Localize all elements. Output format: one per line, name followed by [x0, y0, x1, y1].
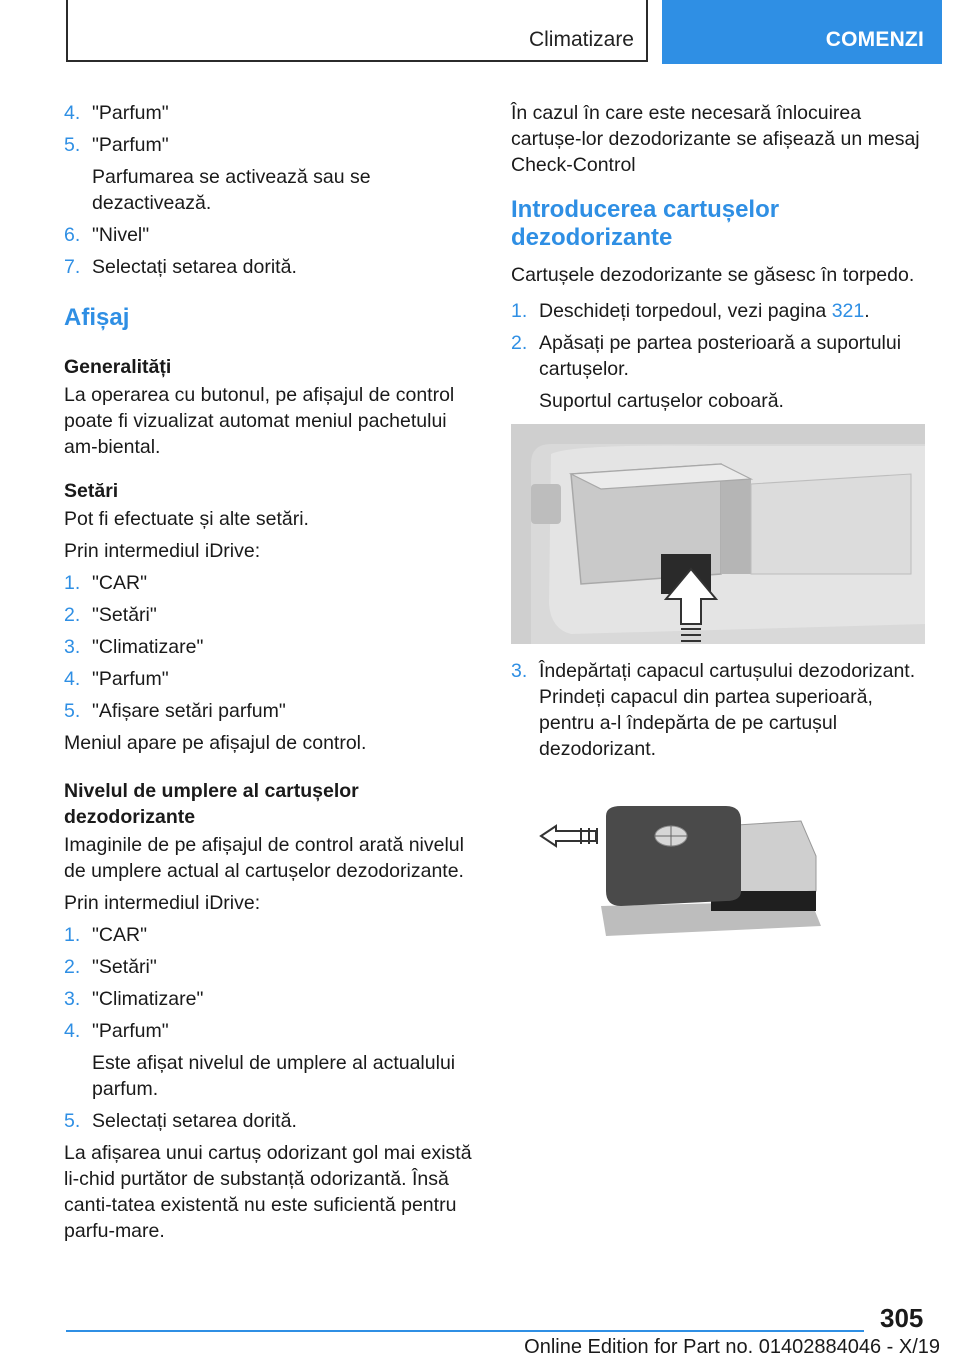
paragraph-idrive: Prin intermediul iDrive:: [64, 540, 261, 562]
list-text: "Climatizare": [92, 636, 204, 658]
footer-divider: [66, 1330, 864, 1332]
list-number: 4.: [64, 668, 81, 690]
list-text: "Parfum": [92, 668, 169, 690]
list-number: 2.: [64, 604, 81, 626]
list-number: 2.: [511, 332, 528, 354]
list-subtext: Parfumarea se activează sau se dezactivează.: [92, 166, 371, 214]
list-text-suffix: .: [864, 300, 870, 322]
footer-edition: Online Edition for Part no. 01402884046 - X/19: [524, 1336, 940, 1358]
list-number: 4.: [64, 102, 81, 124]
list-text: "Nivel": [92, 224, 150, 246]
heading-nivel: Nivelul de umplere al cartușelor dezodorizante: [64, 780, 359, 828]
paragraph-torpedo: Cartușele dezodorizante se găsesc în torpedo.: [511, 264, 915, 286]
list-text: "Setări": [92, 956, 157, 978]
list-number: 5.: [64, 134, 81, 156]
list-text: "Parfum": [92, 102, 169, 124]
list-number: 6.: [64, 224, 81, 246]
list-subtext: Este afișat nivelul de umplere al actualului parfum.: [92, 1052, 456, 1100]
heading-introducerea: Introducerea cartușelor dezodorizante: [511, 196, 780, 251]
cartridge-cover-image: [511, 796, 925, 966]
list-text: "Parfum": [92, 1020, 169, 1042]
list-number: 5.: [64, 1110, 81, 1132]
list-text: "Parfum": [92, 134, 169, 156]
glovebox-cartridge-holder-image: [511, 424, 925, 644]
page-number: 305: [880, 1303, 924, 1333]
list-item: [64, 254, 478, 280]
list-number: 3.: [511, 660, 528, 682]
right-column: [511, 100, 929, 966]
list-subtext: Suportul cartușelor coboară.: [539, 390, 784, 412]
list-number: 1.: [511, 300, 528, 322]
list-item: [511, 330, 929, 382]
list-item: [64, 922, 478, 948]
paragraph-intro: În cazul în care este necesară înlocuirea cartușe-lor dezodorizante se afișează un mesaj Check-Control: [511, 102, 920, 176]
list-text: "Climatizare": [92, 988, 204, 1010]
paragraph-generalitati: La operarea cu butonul, pe afișajul de control poate fi vizualizat automat meniul pachetului am-biental.: [64, 384, 455, 458]
list-text: "CAR": [92, 572, 148, 594]
left-column: [64, 100, 478, 1250]
list-number: 4.: [64, 1020, 81, 1042]
list-text: "Afișare setări parfum": [92, 700, 286, 722]
list-item: [64, 1108, 478, 1134]
header-section-title: Climatizare: [528, 28, 634, 51]
list-text: Selectați setarea dorită.: [92, 256, 297, 278]
list-text: "Setări": [92, 604, 157, 626]
paragraph-idrive: Prin intermediul iDrive:: [64, 892, 261, 914]
list-text: "CAR": [92, 924, 148, 946]
paragraph-final: La afișarea unui cartuș odorizant gol mai există li-chid purtător de substanță odorizantă. Însă canti-tatea existentă nu este suficientă pentru parfu-mare.: [64, 1142, 472, 1242]
paragraph-setari: Pot fi efectuate și alte setări.: [64, 508, 309, 530]
list-number: 5.: [64, 700, 81, 722]
page-link[interactable]: 321: [831, 300, 865, 322]
list-number: 3.: [64, 636, 81, 658]
list-item: [64, 222, 478, 248]
list-item: [64, 954, 478, 980]
header-chapter-title: COMENZI: [825, 28, 924, 51]
list-item: [64, 666, 478, 692]
header-section-box: [66, 0, 648, 62]
list-item: [64, 570, 478, 596]
list-text: Îndepărtați capacul cartușului dezodorizant. Prindeți capacul din partea superioară, pentru a-l îndepărta de pe cartușul dezodorizant.: [539, 660, 916, 760]
list-number: 1.: [64, 572, 81, 594]
list-item: [64, 986, 478, 1012]
list-text: Apăsați pe partea posterioară a suportului cartușelor.: [539, 332, 902, 380]
paragraph-nivel: Imaginile de pe afișajul de control arată nivelul de umplere actual al cartușelor dezodorizante.: [64, 834, 464, 882]
heading-setari: Setări: [64, 480, 119, 502]
list-item: [64, 634, 478, 660]
list-item: [511, 298, 929, 324]
paragraph-meniu: Meniul apare pe afișajul de control.: [64, 732, 367, 754]
list-item: [64, 1018, 478, 1044]
header-chapter-tab[interactable]: [662, 0, 942, 64]
heading-afisaj: Afișaj: [64, 304, 130, 331]
list-item: [511, 658, 929, 762]
list-item: [64, 132, 478, 158]
list-number: 7.: [64, 256, 81, 278]
list-item: [64, 698, 478, 724]
list-number: 3.: [64, 988, 81, 1010]
list-item: [64, 100, 478, 126]
list-item: [64, 602, 478, 628]
heading-generalitati: Generalități: [64, 356, 172, 378]
list-text: Deschideți torpedoul, vezi pagina: [539, 300, 832, 322]
list-text: Selectați setarea dorită.: [92, 1110, 297, 1132]
list-number: 2.: [64, 956, 81, 978]
list-number: 1.: [64, 924, 81, 946]
